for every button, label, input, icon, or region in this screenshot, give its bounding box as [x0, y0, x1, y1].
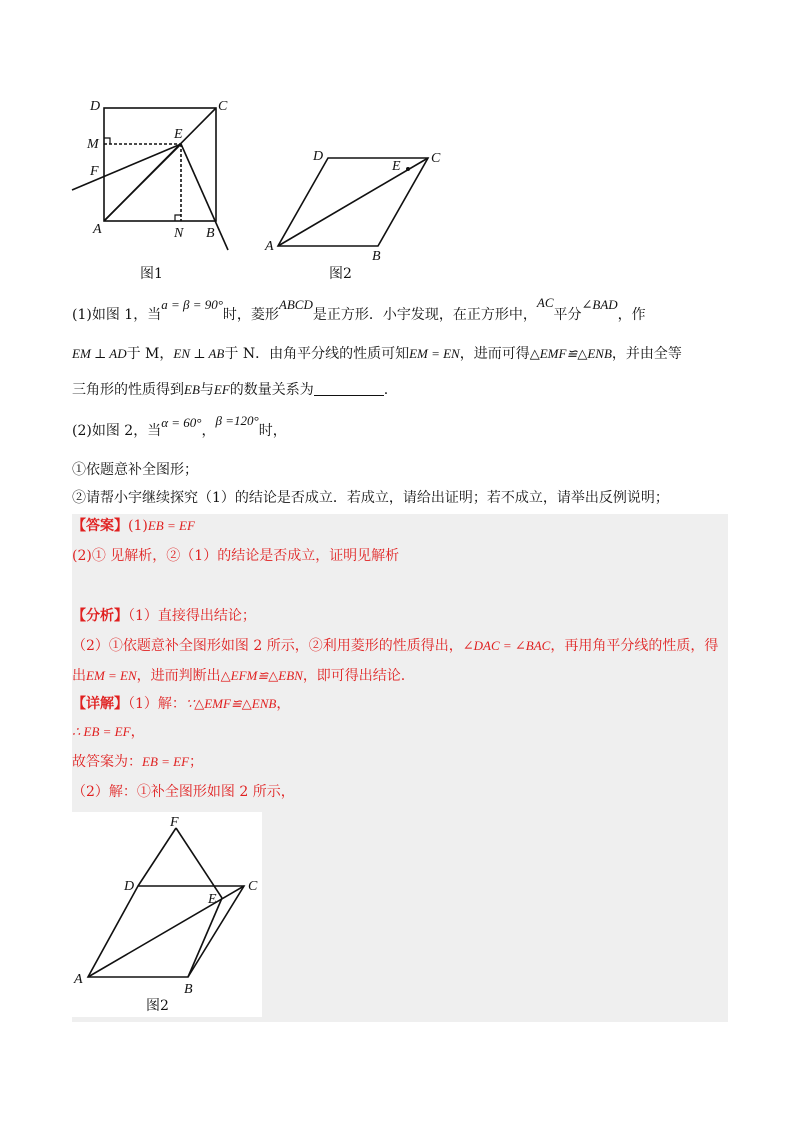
figure-3 [72, 812, 262, 1017]
math-em-perp-ad: EM ⊥ AD [72, 346, 127, 361]
point-label-f: F [170, 815, 179, 830]
diagonal-ac [278, 158, 428, 246]
text: ； [189, 754, 204, 770]
math-eb-ef: EB = EF [142, 754, 190, 769]
detail-line-2 [72, 722, 145, 742]
point-label-d: D [313, 149, 324, 164]
math-eb: EB [184, 382, 200, 397]
point-label-m: M [87, 137, 99, 152]
text: 平分 [553, 307, 582, 323]
text: ，并由全等 [611, 346, 682, 362]
text: (1) [128, 518, 148, 534]
point-label-f: F [90, 164, 99, 179]
point-label-a: A [93, 222, 102, 237]
detail-line-3 [72, 752, 203, 772]
math-em-en: EM = EN [409, 346, 460, 361]
question-2-sub-2: ②请帮小宇继续探究（1）的结论是否成立．若成立，请给出证明；若不成立，请举出反例说明； [72, 490, 669, 506]
segment-df [138, 828, 176, 886]
math-therefore-eb-ef: ∴ EB = EF [72, 724, 131, 739]
point-label-n: N [174, 226, 184, 241]
text: 故答案为： [72, 754, 142, 770]
math-condition: a = β = 90° [161, 297, 223, 312]
text: （1）直接得出结论； [128, 608, 256, 624]
figure-3-caption: 图2 [146, 998, 169, 1014]
point-label-b: B [206, 226, 215, 241]
right-angle-m [104, 138, 110, 144]
math-ac: AC [536, 295, 554, 310]
text: 是正方形．小宇发现，在正方形中， [312, 307, 537, 323]
text: 于 M， [126, 346, 174, 362]
segment-fe [176, 828, 222, 898]
question-2-sub-1: ①依题意补全图形； [72, 462, 198, 478]
text: 时，菱形 [222, 307, 279, 323]
text: ， [276, 696, 291, 712]
text: 的数量关系为 [229, 382, 314, 398]
math-angle-dac-bac: ∠DAC = ∠BAC [462, 638, 551, 653]
text: ，作 [617, 307, 646, 323]
detail-line-4: （2）解：①补全图形如图 2 所示， [72, 784, 295, 800]
text: ， [130, 724, 145, 740]
math-congruence: △EFM≌△EBN [220, 668, 303, 683]
text: ，进而可得 [459, 346, 530, 362]
text: 与 [199, 382, 214, 398]
point-label-b: B [184, 982, 193, 997]
segment-eb [188, 898, 222, 977]
answer-line-2: (2)① 见解析，②（1）的结论是否成立，证明见解析 [72, 548, 400, 564]
math-en-perp-ab: EN ⊥ AB [173, 346, 225, 361]
point-label-e: E [208, 892, 217, 907]
text: 时， [258, 423, 287, 439]
right-angle-n [175, 215, 181, 221]
point-label-d: D [124, 879, 135, 894]
point-label-c: C [431, 151, 441, 166]
point-label-e: E [174, 127, 183, 142]
text: ，即可得出结论. [302, 668, 406, 684]
math-alpha: α = 60° [161, 415, 202, 430]
math-abcd: ABCD [278, 297, 313, 312]
detail-label: 【详解】 [72, 696, 128, 712]
figure-2 [258, 144, 448, 262]
point-label-a: A [265, 239, 274, 254]
answer-label: 【答案】 [72, 518, 128, 534]
analysis-line-1 [72, 606, 256, 626]
math-because-congruence: ∵△EMF≌△ENB [185, 696, 277, 711]
text: 三角形的性质得到 [72, 382, 184, 398]
point-label-d: D [90, 99, 101, 114]
point-label-c: C [218, 99, 228, 114]
text: ， [201, 423, 216, 439]
question-2-line-1 [72, 413, 287, 441]
point-label-c: C [248, 879, 258, 894]
analysis-label: 【分析】 [72, 608, 128, 624]
text: . [383, 382, 389, 398]
text: （1）解： [128, 696, 186, 712]
detail-line-1 [72, 694, 290, 714]
math-em-en: EM = EN [86, 668, 137, 683]
point-label-e: E [392, 159, 401, 174]
text: 于 N．由角平分线的性质可知 [224, 346, 410, 362]
text: ，进而判断出 [136, 668, 221, 684]
answer-line-1 [72, 516, 195, 536]
math-congruence: △EMF≌△ENB [529, 346, 612, 361]
figure-2-caption: 图2 [329, 266, 352, 282]
text: 出 [72, 668, 86, 684]
answer-blank [314, 381, 384, 396]
figure-1-caption: 图1 [140, 266, 163, 282]
point-label-a: A [74, 972, 83, 987]
figure-1 [70, 92, 240, 257]
math-eb-ef: EB = EF [147, 518, 195, 533]
point-label-b: B [372, 249, 381, 262]
analysis-line-3 [72, 666, 405, 686]
text: （2）①依题意补全图形如图 2 所示，②利用菱形的性质得出， [72, 638, 463, 654]
segment-ae [104, 144, 181, 221]
question-1-line-2 [72, 344, 682, 364]
point-e-dot [406, 167, 410, 171]
text: (1)如图 1，当 [72, 307, 162, 323]
text: (2)如图 2，当 [72, 423, 162, 439]
question-1-line-1 [72, 295, 646, 325]
math-ef: EF [213, 382, 230, 397]
analysis-line-2 [72, 636, 718, 656]
line-eb [181, 144, 228, 250]
text: ，再用角平分线的性质，得 [550, 638, 719, 654]
question-1-line-3 [72, 380, 388, 400]
math-beta: β =120° [215, 413, 259, 428]
math-angle-bad: ∠BAD [581, 297, 618, 312]
